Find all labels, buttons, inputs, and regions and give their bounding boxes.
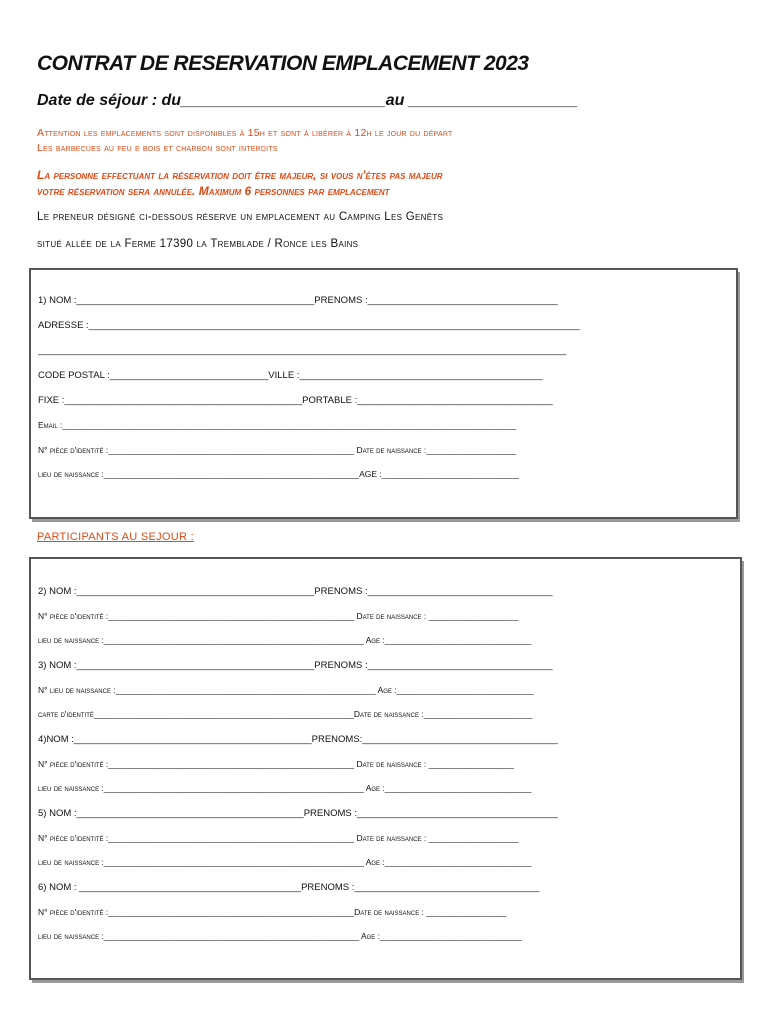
p4-nom[interactable]: 4)NOM :_____________________________________________PRENOMS:_____________________________________ (38, 734, 558, 745)
p5-lieu[interactable]: lieu de naissance :_______________________________________________________ Age :_______________________________ (38, 857, 532, 867)
field-adresse-2[interactable]: ____________________________________________________________________________________________________ (38, 345, 567, 356)
stay-dates-line: Date de séjour : du_______________________au ___________________ (37, 92, 578, 109)
info-address: situé allée de la Ferme 17390 la Tremblade / Ronce les Bains (37, 238, 359, 250)
p2-piece[interactable]: N° pièce d'identité :____________________________________________________ Date de naissance : ___________________ (38, 611, 519, 621)
field-nom-1[interactable]: 1) NOM :_____________________________________________PRENOMS :____________________________________ (38, 295, 558, 306)
p3-lieu[interactable]: N° lieu de naissance :_______________________________________________________ Age :_____________________________ (38, 685, 534, 695)
field-lieu-age[interactable]: lieu de naissance :______________________________________________________AGE :_____________________________ (38, 469, 519, 479)
field-cp-ville[interactable]: CODE POSTAL :______________________________VILLE :______________________________________________ (38, 370, 543, 381)
field-adresse[interactable]: ADRESSE :_____________________________________________________________________________________________ (38, 320, 581, 331)
info-preneur: Le preneur désigné ci-dessous réserve un emplacement au Camping Les Genêts (37, 211, 444, 223)
notice-adult-2: votre réservation sera annulée. Maximum 6 personnes par emplacement (37, 184, 390, 198)
field-fixe-portable[interactable]: FIXE :_____________________________________________PORTABLE :_____________________________________ (38, 395, 553, 406)
p4-lieu[interactable]: lieu de naissance :_______________________________________________________ Age :_______________________________ (38, 783, 532, 793)
notice-barbecue: Les barbecues au feu e bois et charbon sont interdits (37, 142, 278, 154)
notice-adult-1: La personne effectuant la réservation doit être majeur, si vous n'êtes pas majeur (37, 168, 443, 182)
p3-carte[interactable]: carte d'identité_______________________________________________________Date de naissance :_______________________ (38, 709, 533, 719)
participants-heading: PARTICIPANTS AU SEJOUR : (37, 531, 194, 543)
notice-hours: Attention les emplacements sont disponibles à 15h et sont à libérer à 12h le jour du départ (37, 127, 453, 139)
p6-piece[interactable]: N° pièce d'identité :____________________________________________________Date de naissance : _________________ (38, 907, 507, 917)
field-piece-naissance[interactable]: N° pièce d'identité :____________________________________________________ Date de naissance :___________________ (38, 445, 517, 455)
page-title: CONTRAT DE RESERVATION EMPLACEMENT 2023 (37, 52, 529, 75)
p6-lieu[interactable]: lieu de naissance :______________________________________________________ Age :______________________________ (38, 931, 522, 941)
p2-lieu[interactable]: lieu de naissance :_______________________________________________________ Age :_______________________________ (38, 635, 532, 645)
p2-nom[interactable]: 2) NOM :_____________________________________________PRENOMS :___________________________________ (38, 586, 553, 597)
field-email[interactable]: Email :________________________________________________________________________________________________ (38, 420, 517, 430)
p6-nom[interactable]: 6) NOM : __________________________________________PRENOMS :___________________________________ (38, 882, 540, 893)
p4-piece[interactable]: N° pièce d'identité :____________________________________________________ Date de naissance : __________________ (38, 759, 514, 769)
p5-piece[interactable]: N° pièce d'identité :____________________________________________________ Date de naissance : ___________________ (38, 833, 519, 843)
p3-nom[interactable]: 3) NOM :_____________________________________________PRENOMS :___________________________________ (38, 660, 553, 671)
p5-nom[interactable]: 5) NOM :___________________________________________PRENOMS :______________________________________ (38, 808, 558, 819)
